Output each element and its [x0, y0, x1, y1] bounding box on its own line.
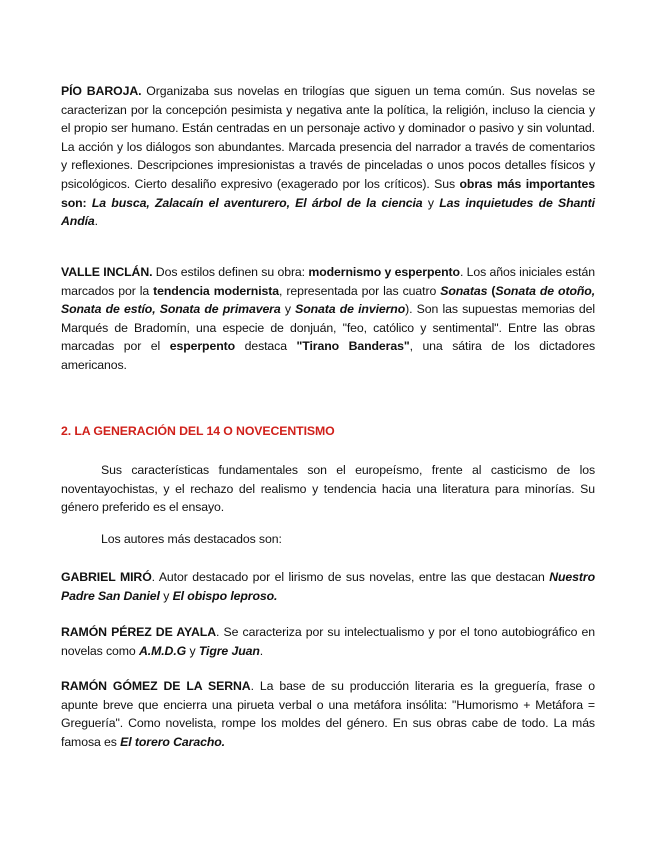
paragraph-pio-baroja: PÍO BAROJA. Organizaba sus novelas en trilogías que siguen un tema común. Sus novelas se caracterizan por la concepción pesimista y negativa ante la política, la religión, incluso la ciencia y el propio ser humano. Están centradas en un personaje activo y dominador o pasivo y sin voluntad. La acción y los diálogos son abundantes. Marcada presencia del narrador a través de comentarios y reflexiones. Descripciones impresionistas a través de pinceladas o unos pocos detalles físicos y psicológicos. Cierto desaliño expresivo (exagerado por los críticos). Sus obras más importantes son: La busca, Zalacaín el aventurero, El árbol de la ciencia y Las inquietudes de Shanti Andía.: [61, 84, 596, 229]
paragraph-intro: Sus características fundamentales son el europeísmo, frente al casticismo de los noventayochistas, y el rechazo del realismo y tendencia hacia una literatura para minorías. Su género preferido es el ensayo.: [61, 463, 595, 515]
author-name-valle: VALLE INCLÁN.: [61, 265, 153, 279]
obras-label: obras más importantes son:: [61, 176, 595, 210]
paragraph-gabriel-miro: GABRIEL MIRÓ. Autor destacado por el lirismo de sus novelas, entre las que destacan Nuestro Padre San Daniel y El obispo leproso.: [61, 570, 595, 603]
paragraph-perez-de-ayala: RAMÓN PÉREZ DE AYALA. Se caracteriza por su intelectualismo y por el tono autobiográfico en novelas como A.M.D.G y Tigre Juan.: [61, 625, 596, 658]
paragraph-gomez-de-la-serna: RAMÓN GÓMEZ DE LA SERNA. La base de su producción literaria es la greguería, frase o apunte breve que encierra una pirueta verbal o una metáfora insólita: "Humorismo + Metáfora = Greguería". Como novelista, rompe los moldes del género. En sus obras cabe de todo. La más famosa es El torero Caracho.: [61, 679, 595, 749]
works-baroja-1: La busca, Zalacaín el aventurero, El árbol de la ciencia: [91, 195, 423, 210]
author-name-serna: RAMÓN GÓMEZ DE LA SERNA: [61, 679, 251, 693]
paragraph-valle-inclan: VALLE INCLÁN. Dos estilos definen su obra: modernismo y esperpento. Los años iniciales están marcados por la tendencia modernista, representada por las cuatro Sonatas (Sonata de otoño, Sonata de estío, Sonata de primavera y Sonata de invierno). Son las supuestas memorias del Marqués de Bradomín, una especie de donjuán, "feo, católico y sentimental". Entre las obras marcadas por el esperpento destaca "Tirano Banderas", una sátira de los dictadores americanos.: [61, 265, 596, 372]
author-name-miro: GABRIEL MIRÓ: [61, 570, 152, 584]
section-heading-novecentismo: 2. LA GENERACIÓN DEL 14 O NOVECENTISMO: [61, 424, 335, 438]
paragraph-authors-intro: Los autores más destacados son:: [101, 532, 282, 546]
works-baroja-2: Las inquietudes de Shanti Andía: [61, 195, 595, 229]
author-name-ayala: RAMÓN PÉREZ DE AYALA: [61, 625, 217, 639]
author-name-baroja: PÍO BAROJA.: [61, 84, 142, 98]
